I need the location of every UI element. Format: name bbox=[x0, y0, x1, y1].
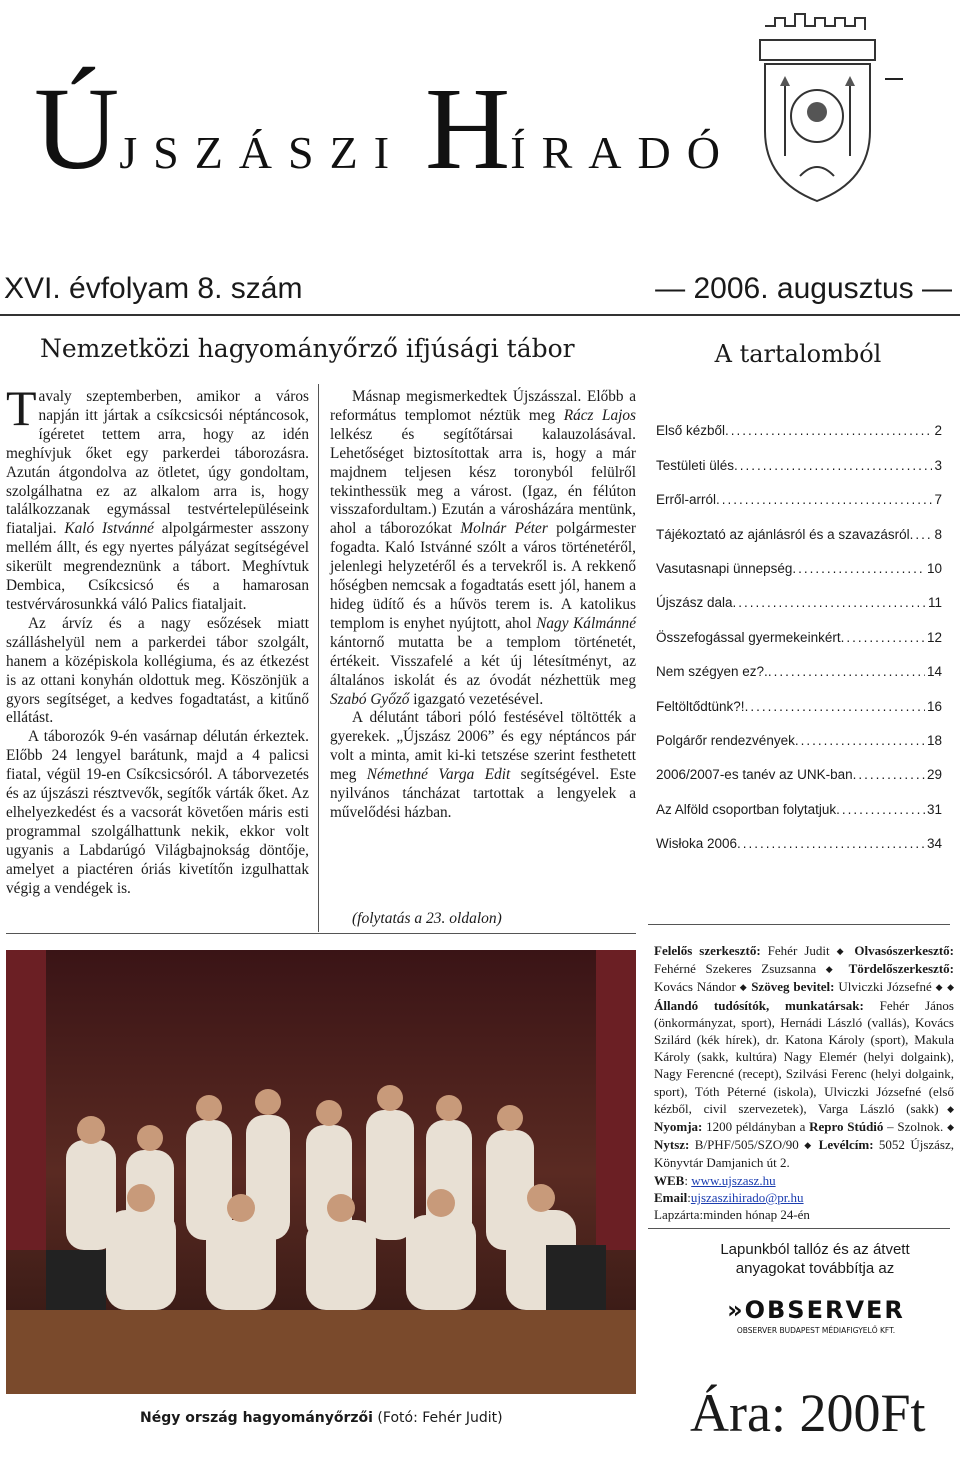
toc-page: 12 bbox=[926, 629, 942, 645]
paragraph: Másnap megismerkedtek Újszásszal. Előbb a református templomot néztük meg bbox=[330, 388, 636, 424]
imprint-value: : bbox=[684, 1172, 692, 1188]
toc-page: 2 bbox=[934, 423, 942, 439]
masthead-rule bbox=[885, 78, 903, 80]
table-of-contents bbox=[656, 404, 942, 851]
article-column-1 bbox=[6, 380, 309, 898]
imprint-label: Tördelőszerkesztő: bbox=[848, 961, 954, 977]
toc-label: Összefogással gyermekeinkért bbox=[656, 629, 841, 645]
imprint-label: Levélcím: bbox=[818, 1137, 874, 1153]
paragraph: A táborozók 9-én vasárnap délután érkeztek. Előbb 24 lengyel barátunk, majd a 4 palicsi fiatal, végül 19-en Csíkcsicsóról. A táborvezetés és az újszászi résztvevők, segítők várták őket. Az elhelyezkedést és a vacsorát követően máris esti programmal szolgálhattunk nekik, ekkor volt ugyanis a Labdarúgó Világbajnokság döntője, amelyet a piactéren óriás kivetítőn izgulhattak végig a vendégek is. bbox=[6, 728, 309, 897]
toc-page: 34 bbox=[926, 836, 942, 852]
toc-label: Erről-arról bbox=[656, 492, 717, 508]
toc-item[interactable] bbox=[656, 782, 942, 816]
toc-label: Újszász dala bbox=[656, 595, 733, 611]
observer-logo bbox=[696, 1290, 936, 1338]
imprint-label: Állandó tudósítók, munkatársak: bbox=[654, 997, 864, 1013]
paragraph: polgármester fogadta. Kaló Istvánné szólt a város történetéről, jelenlegi helyzetéről és a tervekről is. A rekkenő hőségben nemcsak a fogadtatás esett jól, hanem a hideg üdítő és a hűvös terem is. A katolikus templom is enyhet nyújtott, ahol bbox=[330, 520, 636, 632]
toc-page: 10 bbox=[926, 560, 942, 576]
diamond-icon: ◆ bbox=[804, 1140, 814, 1151]
toc-page: 14 bbox=[926, 664, 942, 680]
toc-label: Testületi ülés bbox=[656, 457, 735, 473]
toc-page: 8 bbox=[934, 526, 942, 542]
email-link[interactable]: ujszaszihirado@pr.hu bbox=[690, 1189, 804, 1205]
masthead-word: ÍRADÓ bbox=[510, 127, 736, 178]
toc-item[interactable] bbox=[656, 817, 942, 851]
toc-page: 11 bbox=[927, 595, 942, 611]
paragraph: A délutánt tábori póló festésével töltötték a gyerekek. „Újszász 2006” és egy néptáncos pár volt a minta, amit ki-ki tetszése szerint festhetett meg bbox=[330, 709, 636, 784]
toc-label: Első kézből bbox=[656, 423, 726, 439]
toc-label: Feltöltődtünk?! bbox=[656, 698, 745, 714]
imprint-label: WEB bbox=[654, 1172, 685, 1188]
article-bottom-rule bbox=[6, 933, 636, 934]
toc-label: Wisłoka 2006 bbox=[656, 836, 738, 852]
toc-item[interactable] bbox=[656, 404, 942, 438]
paragraph: kántornő mutatta be a templom történetét, értékeit. Visszafelé a két új létesítményt, az általános iskolát és az óvodát nézhettük meg bbox=[330, 633, 636, 689]
toc-item[interactable] bbox=[656, 507, 942, 541]
person-name: Kaló Istvánné bbox=[64, 520, 154, 538]
imprint-label: Felelős szerkesztő: bbox=[654, 943, 761, 958]
imprint bbox=[654, 942, 954, 1223]
observer-text: Lapunkból tallóz és az átvett anyagokat továbbítja az bbox=[720, 1241, 910, 1277]
caption-credit: (Fotó: Fehér Judit) bbox=[372, 1410, 503, 1426]
imprint-value: 5052 Újszász, Könyvtár Damjanich út 2. bbox=[654, 1137, 954, 1171]
article-column-2 bbox=[330, 388, 636, 823]
toc-label: Nem szégyen ez?. bbox=[656, 664, 768, 680]
paragraph: segítségével. Este nyilvános táncházat tartottak a lengyelek a művelődési házban. bbox=[330, 766, 636, 821]
diamond-icon: ◆ bbox=[825, 964, 839, 975]
toc-item[interactable] bbox=[656, 576, 942, 610]
paragraph: lelkész és segítőtársai kalauzolásával. Lehetőséget biztosítottak arra is, hogy a már majdnem teljesen kész toronyból felülről tekinthessük meg a várost. (Igaz, én félúton visszafordultam.) Ezután a városházára mentünk, ahol a táborozókat bbox=[330, 425, 636, 538]
issue-number: XVI. évfolyam 8. szám bbox=[4, 272, 303, 305]
printer-name: Repro Stúdió bbox=[809, 1119, 884, 1135]
toc-item[interactable] bbox=[656, 714, 942, 748]
toc-label: Az Alföld csoportban folytatjuk bbox=[656, 801, 837, 817]
imprint-value: B/PHF/505/SZO/90 bbox=[689, 1137, 805, 1153]
price: Ára: 200Ft bbox=[690, 1383, 926, 1443]
imprint-value: – Szolnok. bbox=[883, 1119, 948, 1135]
imprint-value: Fehér Judit bbox=[760, 943, 837, 958]
imprint-value: Fehér János (önkormányzat, sport), Hernádi László (vallás), Kovács Szilárd (kék hírek), dr. Katona Károly (sport), Makula Károly (sakk, kultúra) Nagy Elemér (helyi dolgaink), Nagy Ferencné (recept), Szilvási Ferenc (helyi dolgaink, sport), Tóth Péterné (iskola), Ulviczki Józsefné (első kézből, civil szervezetek), Varga László (sakk) bbox=[654, 997, 954, 1116]
coat-of-arms-icon bbox=[745, 6, 890, 206]
imprint-label: Olvasószerkesztő: bbox=[854, 943, 954, 958]
toc-item[interactable] bbox=[656, 542, 942, 576]
group-photo bbox=[6, 950, 636, 1394]
masthead-letter: Ú bbox=[34, 63, 120, 194]
issue-date: — 2006. augusztus — bbox=[655, 272, 952, 305]
paragraph: avaly szeptemberben, amikor a város napján itt jártak a csíkcsicsói néptáncosok, ígéretet tettem arra, hogy az idén meghívjuk őket egy parkerdei táborozásra. Azután átgondolva az ötletet, úgy gondoltam, szolgálhatna ez az alkalom arra is, hogy találkozzanak egymással testvértelepüléseink fiataljai. bbox=[6, 388, 309, 538]
website-link[interactable]: www.ujszasz.hu bbox=[691, 1172, 776, 1188]
toc-item[interactable] bbox=[656, 748, 942, 782]
toc-page: 16 bbox=[926, 698, 942, 714]
toc-title: A tartalomból bbox=[714, 340, 882, 368]
imprint-value: 1200 példányban a bbox=[702, 1119, 810, 1135]
imprint-label: Nytsz: bbox=[654, 1137, 690, 1153]
toc-bottom-rule bbox=[648, 924, 950, 925]
deadline-note: Lapzárta:minden hónap 24-én bbox=[654, 1207, 810, 1223]
column-divider bbox=[318, 384, 319, 932]
paragraph: igazgató vezetésével. bbox=[409, 690, 544, 708]
diamond-icon: ◆ bbox=[739, 982, 748, 993]
paragraph: alpolgármester asszony mellém állt, és egy nyertes pályázat segítségével sikerült megrendeznünk a tábort. Meghívtuk Dembica, Csíkcsicsó és a hamarosan testvérvárosunkká váló Palics fiataljait. bbox=[6, 520, 309, 613]
imprint-value: Fehérné Szekeres Zsuzsanna bbox=[654, 961, 826, 977]
person-name: Nagy Kálmánné bbox=[536, 614, 636, 632]
toc-label: Polgárőr rendezvények bbox=[656, 732, 795, 748]
drop-cap: T bbox=[6, 380, 37, 436]
diamond-icon: ◆ bbox=[938, 1103, 954, 1114]
toc-item[interactable] bbox=[656, 679, 942, 713]
toc-page: 18 bbox=[926, 732, 942, 748]
continued-note: (folytatás a 23. oldalon) bbox=[352, 910, 502, 927]
toc-page: 7 bbox=[934, 492, 942, 508]
imprint-label: Nyomja: bbox=[654, 1119, 703, 1135]
toc-page: 3 bbox=[934, 457, 942, 473]
toc-item[interactable] bbox=[656, 438, 942, 472]
header-divider bbox=[0, 314, 960, 316]
masthead-letter: H bbox=[425, 63, 511, 194]
article-headline: Nemzetközi hagyományőrző ifjúsági tábor bbox=[40, 334, 575, 363]
toc-item[interactable] bbox=[656, 473, 942, 507]
person-name: Molnár Péter bbox=[460, 520, 548, 538]
toc-page: 31 bbox=[926, 801, 942, 817]
person-name: Némethné Varga Edit bbox=[366, 766, 511, 784]
caption-title: Négy ország hagyományőrzői bbox=[140, 1410, 373, 1426]
toc-label: Vasutasnapi ünnepség bbox=[656, 560, 793, 576]
imprint-value: Kovács Nándor bbox=[654, 979, 740, 995]
imprint-value: : bbox=[687, 1189, 691, 1205]
toc-item[interactable] bbox=[656, 645, 942, 679]
diamond-icon: ◆ bbox=[947, 982, 955, 993]
toc-label: 2006/2007-es tanév az UNK-ban bbox=[656, 767, 853, 783]
imprint-label: Email bbox=[654, 1189, 688, 1205]
paragraph: Az árvíz és a nagy esőzések miatt szálláshelyül nem a parkerdei tábor szolgált, hanem a középiskola kollégiuma, és az étkezést is az ottani konyhán oldottuk meg. Köszönjük a gyors segítséget, a kedves fogadtatást, a kitűnő ellátást. bbox=[6, 614, 309, 727]
masthead-word: JSZÁSZI bbox=[119, 127, 406, 178]
toc-label: Tájékoztató az ajánlásról és a szavazásról bbox=[656, 526, 910, 542]
diamond-icon: ◆ bbox=[947, 1122, 954, 1133]
person-name: Rácz Lajos bbox=[563, 406, 636, 424]
masthead-title bbox=[34, 63, 754, 194]
observer-logo-sub: OBSERVER BUDAPEST MÉDIAFIGYELŐ KFT. bbox=[736, 1326, 896, 1335]
photo-caption bbox=[140, 1410, 503, 1426]
diamond-icon: ◆ bbox=[935, 982, 944, 993]
person-name: Szabó Győző bbox=[330, 690, 410, 708]
observer-logo-text: »OBSERVER bbox=[727, 1296, 905, 1324]
toc-item[interactable] bbox=[656, 610, 942, 644]
diamond-icon: ◆ bbox=[836, 946, 848, 956]
toc-page: 29 bbox=[926, 767, 942, 783]
imprint-value: Ulviczki Józsefné bbox=[834, 979, 936, 995]
imprint-label: Szöveg bevitel: bbox=[751, 979, 835, 995]
